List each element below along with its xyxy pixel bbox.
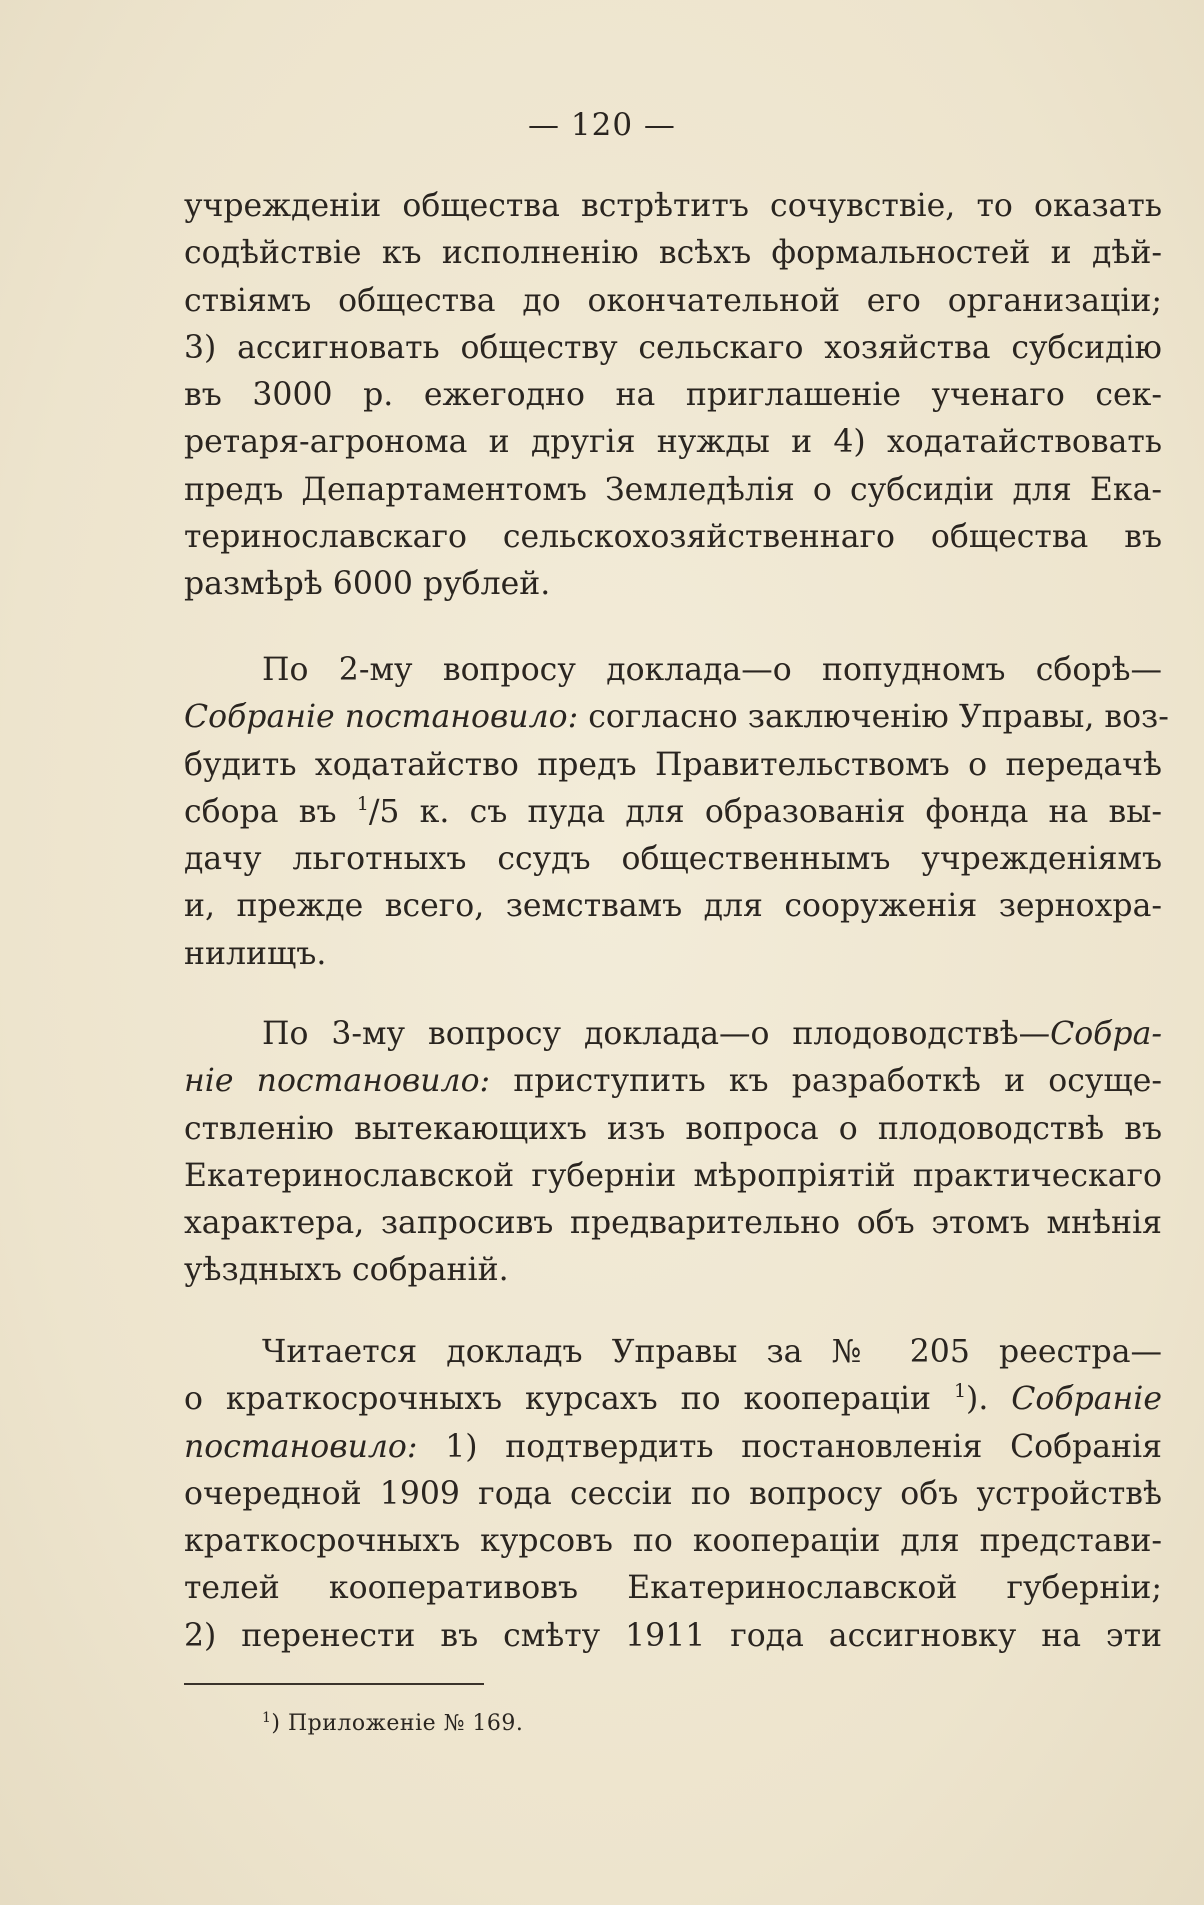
text-line	[184, 1058, 1162, 1105]
text-line: теринославскаго сельскохозяйственнаго общества въ	[184, 519, 1162, 556]
footnote-reference: 1	[953, 1380, 967, 1403]
footnote-mark: 1	[262, 1710, 272, 1726]
text-line: размѣрѣ 6000 рублей.	[184, 566, 551, 603]
text-line: будить ходатайство предъ Правительствомъ о передачѣ	[184, 746, 1162, 783]
page-number: — 120 —	[528, 107, 676, 143]
text-span: По 3-му вопросу доклада—о плодоводствѣ—	[262, 1016, 1051, 1052]
text-span: приступить къ разработкѣ и осуще-	[490, 1063, 1162, 1100]
footnote-divider	[184, 1683, 484, 1685]
text-span: ).	[966, 1381, 1012, 1418]
paragraph-3	[184, 1011, 1162, 1295]
text-span: о краткосрочныхъ курсахъ по коопераціи	[184, 1381, 954, 1418]
fraction-numerator: 1	[356, 792, 369, 815]
paragraph-1	[184, 183, 1162, 609]
text-line	[184, 1376, 1162, 1423]
text-line: телей кооперативовъ Екатеринославской губерніи;	[184, 1570, 1162, 1607]
paragraph-4	[184, 1329, 1162, 1660]
text-line	[184, 694, 1169, 741]
text-line: ретаря-агронома и другія нужды и 4) ходатайствовать	[184, 424, 1162, 461]
text-line: 2) перенести въ смѣту 1911 года ассигновку на эти	[184, 1617, 1162, 1654]
text-line: уѣздныхъ собраній.	[184, 1252, 509, 1289]
italic-resolution: Собраніе	[1011, 1381, 1162, 1418]
text-line: и, прежде всего, земствамъ для сооруженія зернохра-	[184, 888, 1162, 925]
text-line: ствленію вытекающихъ изъ вопроса о плодоводствѣ въ	[184, 1110, 1162, 1147]
text-line: предъ Департаментомъ Земледѣлія о субсидіи для Ека-	[184, 471, 1162, 508]
text-line: ствіямъ общества до окончательной его организаціи;	[184, 282, 1162, 319]
text-span: согласно заключенію Управы, воз-	[578, 699, 1169, 736]
text-line: дачу льготныхъ ссудъ общественнымъ учрежденіямъ	[184, 841, 1162, 878]
text-line: содѣйствіе къ исполненію всѣхъ формальностей и дѣй-	[184, 235, 1162, 272]
fraction-denominator: /5	[368, 793, 400, 830]
footnote	[262, 1711, 523, 1736]
text-line	[184, 789, 1162, 836]
text-line: Читается докладъ Управы за № 205 реестра—	[262, 1334, 1162, 1370]
paragraph-2	[184, 647, 1169, 978]
text-line: 3) ассигновать обществу сельскаго хозяйства субсидію	[184, 329, 1162, 366]
text-line: очередной 1909 года сессіи по вопросу объ устройствѣ	[184, 1475, 1162, 1512]
text-line	[184, 1424, 1162, 1471]
text-line: краткосрочныхъ курсовъ по коопераціи для представи-	[184, 1523, 1162, 1560]
text-span: к. съ пуда для образованія фонда на вы-	[399, 793, 1162, 830]
text-line: въ 3000 р. ежегодно на приглашеніе ученаго сек-	[184, 377, 1162, 414]
text-line: характера, запросивъ предварительно объ этомъ мнѣнія	[184, 1205, 1162, 1242]
footnote-text: ) Приложеніе № 169.	[271, 1711, 524, 1736]
text-line	[184, 1011, 1162, 1058]
text-line: нилищъ.	[184, 935, 327, 972]
text-line: По 2-му вопросу доклада—о попудномъ сборѣ—	[262, 652, 1162, 688]
italic-resolution: Собраніе постановило:	[184, 699, 579, 736]
text-line: Екатеринославской губерніи мѣропріятій практическаго	[184, 1157, 1162, 1194]
italic-resolution: ніе постановило:	[184, 1063, 491, 1100]
text-line: учрежденіи общества встрѣтитъ сочувствіе, то оказать	[184, 188, 1162, 224]
italic-resolution: Собра-	[1050, 1016, 1162, 1052]
text-span: сбора въ	[184, 793, 357, 830]
italic-resolution: постановило:	[184, 1428, 418, 1465]
text-span: 1) подтвердить постановленія Собранія	[417, 1428, 1162, 1465]
